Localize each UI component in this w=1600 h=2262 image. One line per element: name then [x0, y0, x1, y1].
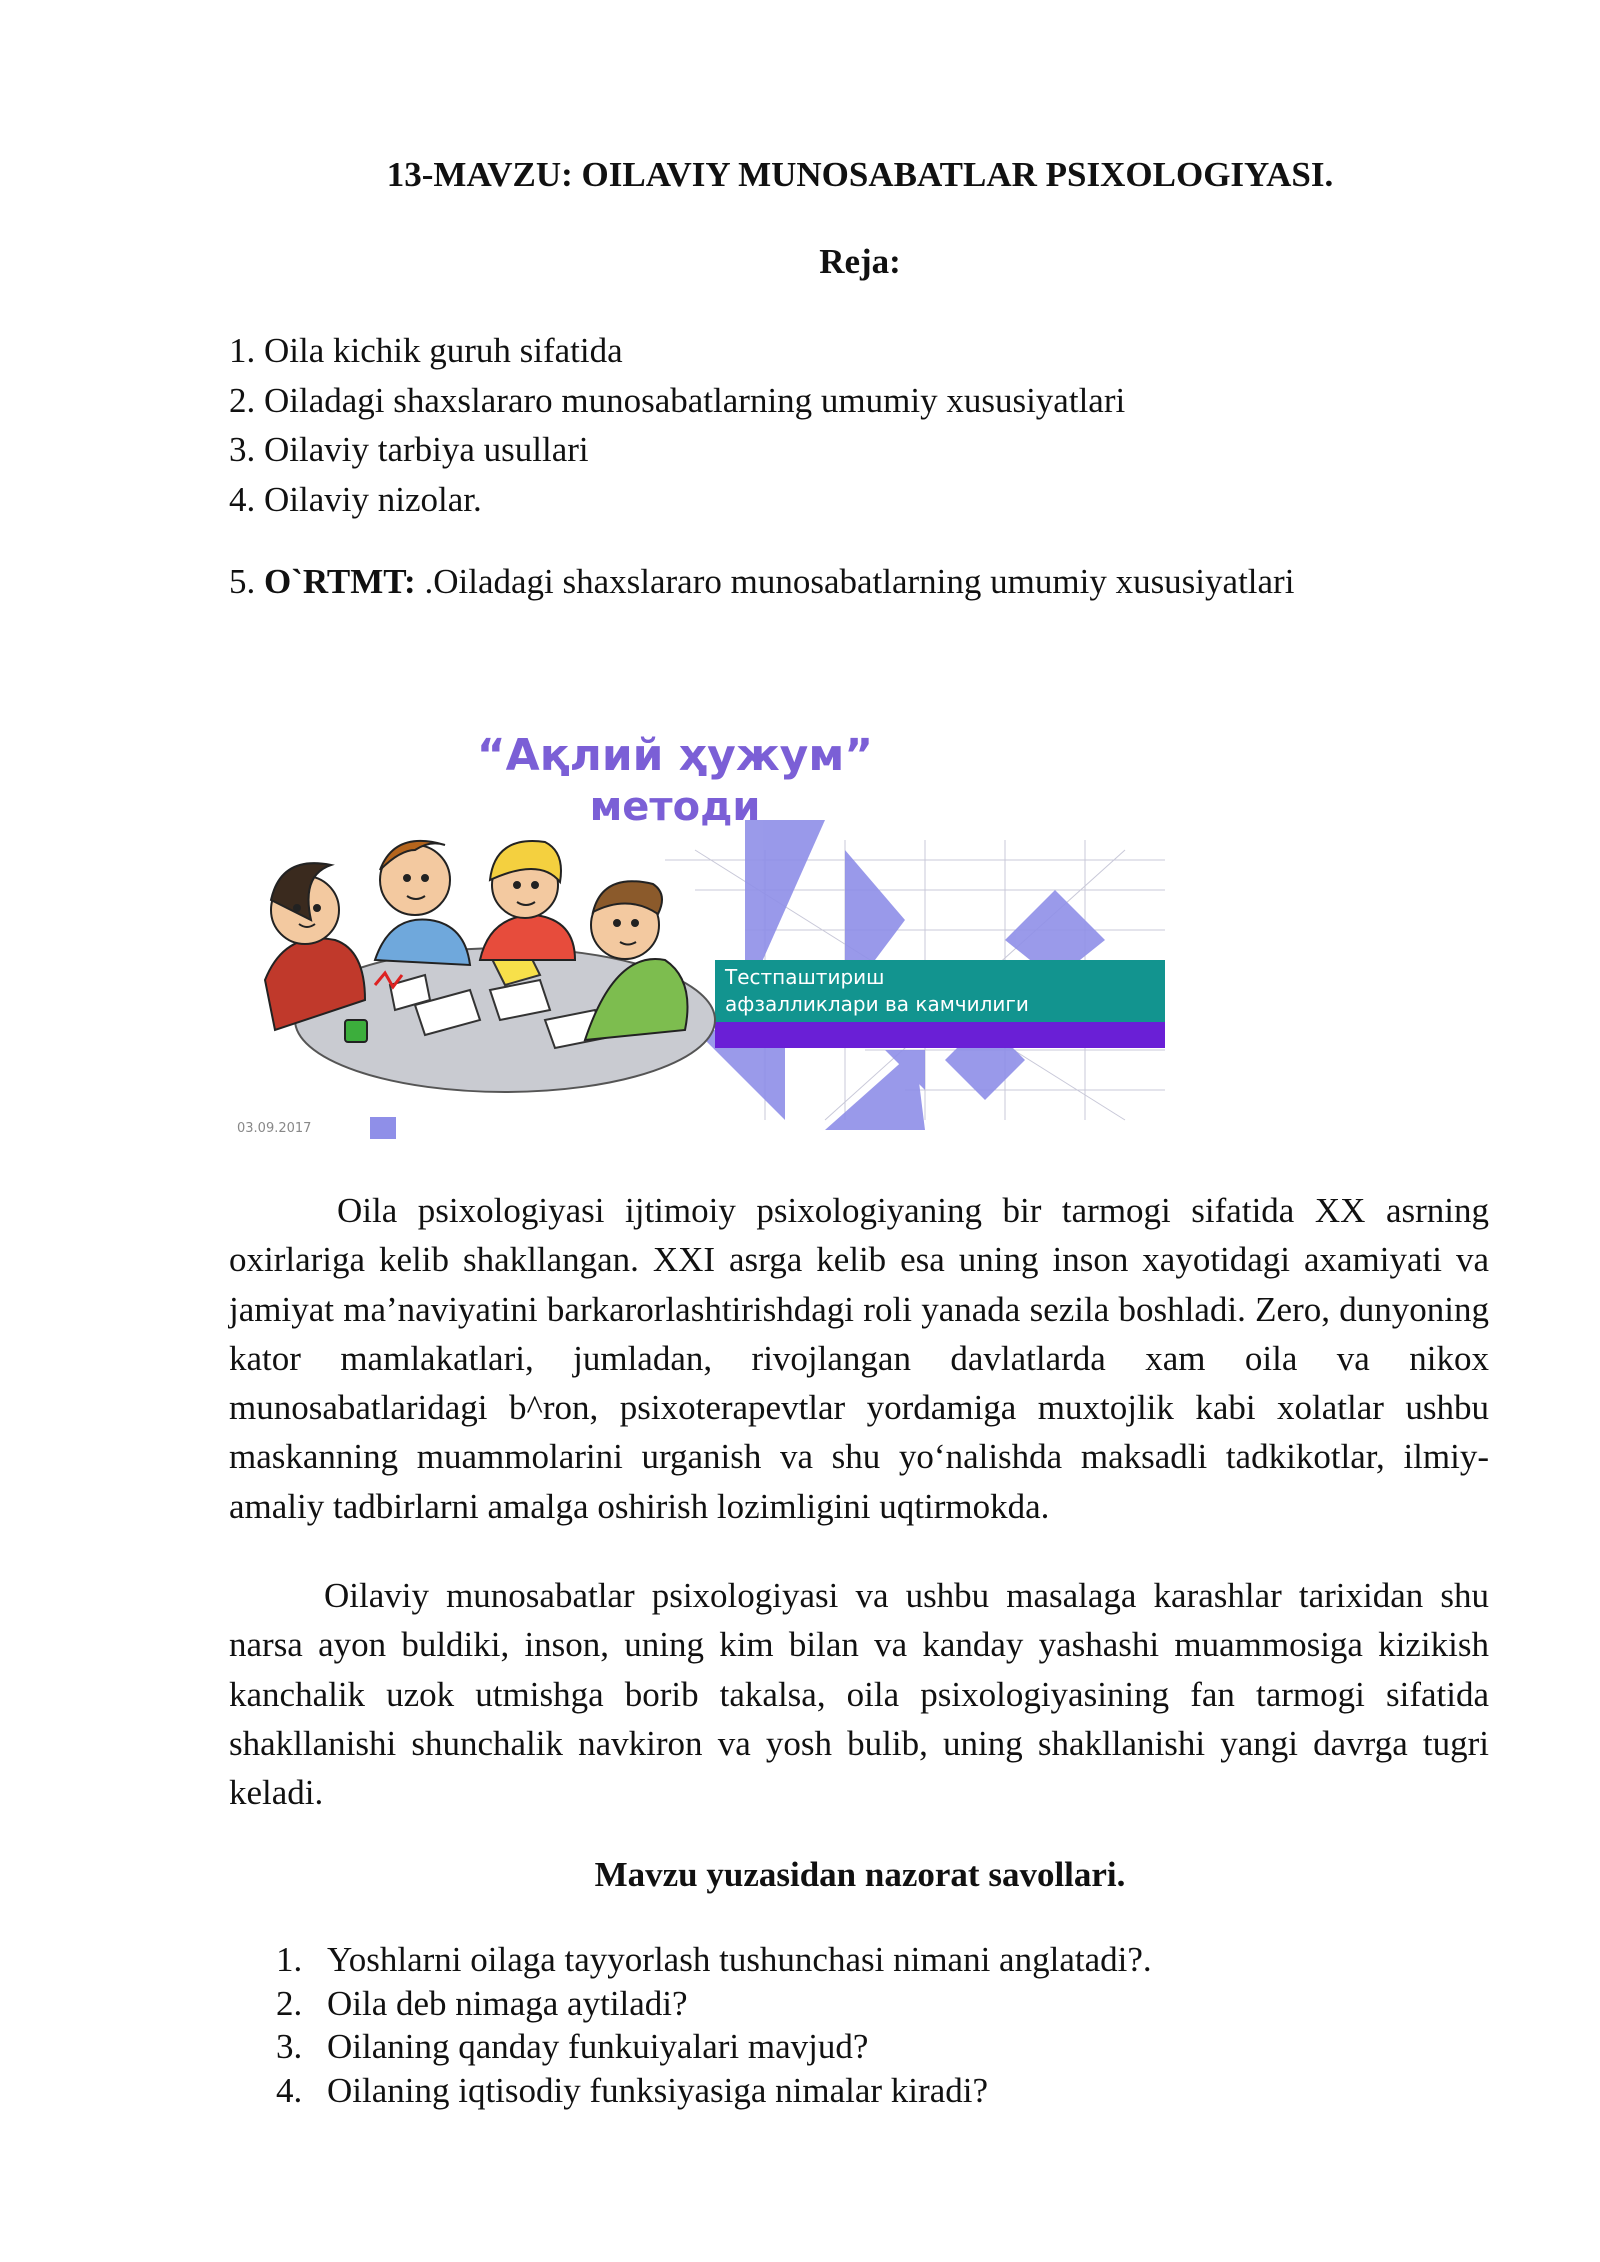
caption-line-2: афзалликлари ва камчилиги	[725, 992, 1029, 1016]
question-text: Oilaning iqtisodiy funksiyasiga nimalar kiradi?	[327, 2070, 988, 2110]
plan-item-5	[229, 562, 1294, 602]
plan-item-5-text: .Oiladagi shaxslararo munosabatlarning umumiy xususiyatlari	[415, 562, 1295, 601]
plan-list	[229, 326, 1125, 524]
plan-item: 4. Oilaviy nizolar.	[229, 479, 482, 519]
plan-item: 2. Oiladagi shaxslararo munosabatlarning umumiy xususiyatlari	[229, 380, 1126, 420]
question-number: 3.	[276, 2027, 303, 2066]
plan-item-5-number: 5.	[229, 562, 264, 601]
plan-item: 3. Oilaviy tarbiya usullari	[229, 430, 589, 469]
question-item	[276, 1982, 1152, 2026]
question-number: 4.	[276, 2070, 303, 2110]
green-cup	[345, 1020, 367, 1042]
plan-item: 1. Oila kichik guruh sifatida	[229, 331, 623, 370]
person-left	[265, 863, 365, 1030]
caption-bar	[715, 1022, 1165, 1048]
person-back-2	[480, 841, 575, 960]
plan-item-5-label: O`RTMT:	[264, 562, 416, 601]
brainstorm-illustration	[225, 720, 1175, 1145]
question-text: Oila deb nimaga aytiladi?	[327, 1983, 688, 2023]
page-title: 13-MAVZU: OILAVIY MUNOSABATLAR PSIXOLOGIYASI.	[386, 155, 1334, 194]
caption-line-1: Тестпаштириш	[725, 965, 885, 989]
question-number: 1.	[276, 1940, 303, 1979]
question-item	[276, 2069, 1152, 2113]
person-back-1	[375, 841, 470, 965]
slide-number-square	[370, 1117, 396, 1139]
body-paragraph-2: Oilaviy munosabatlar psixologiyasi va ushbu masalaga karashlar tarixidan shu narsa ayon buldiki, inson, uning kim bilan va kanday yashashi muammosiga kizikish kanchalik uzok utmishga borib takalsa, oila psixologiyasining fan tarmogi sifatida shakllanishi shunchalik navkiron va yosh bulib, uning shakllanishi yangi davrga tugri keladi.	[229, 1576, 1489, 1813]
slide-date: 03.09.2017	[237, 1121, 312, 1136]
question-text: Oilaning qanday funkuiyalari mavjud?	[327, 2027, 869, 2066]
question-text: Yoshlarni oilaga tayyorlash tushunchasi nimani anglatadi?.	[327, 1940, 1152, 1979]
plan-heading: Reja:	[819, 242, 901, 281]
question-item	[276, 2025, 1152, 2069]
illustration-title-1: “Ақлий ҳужум”	[476, 730, 874, 781]
question-number: 2.	[276, 1983, 303, 2023]
questions-heading: Mavzu yuzasidan nazorat savollari.	[594, 1855, 1126, 1894]
illustration-title-2: методи	[589, 784, 761, 830]
question-item	[276, 1938, 1152, 1982]
questions-list	[276, 1938, 1152, 2112]
body-paragraph-1: Oila psixologiyasi ijtimoiy psixologiyaning bir tarmogi sifatida XX asrning oxirlariga kelib shakllangan. XXI asrga kelib esa uning inson xayotidagi axamiyati va jamiyat ma’naviyatini barkarorlashtirishdagi roli yanada sezila boshladi. Zero, dunyoning kator mamlakatlari, jumladan, rivojlangan davlatlarda xam oila va nikox munosabatlaridagi b^ron, psixoterapevtlar yordamiga muxtojlik kabi xolatlar ushbu maskanning muammolarini urganish va shu yo‘nalishda maksadli tadkikotlar, ilmiy-amaliy tadbirlarni amalga oshirish lozimligini uqtirmokda.	[229, 1191, 1489, 1526]
